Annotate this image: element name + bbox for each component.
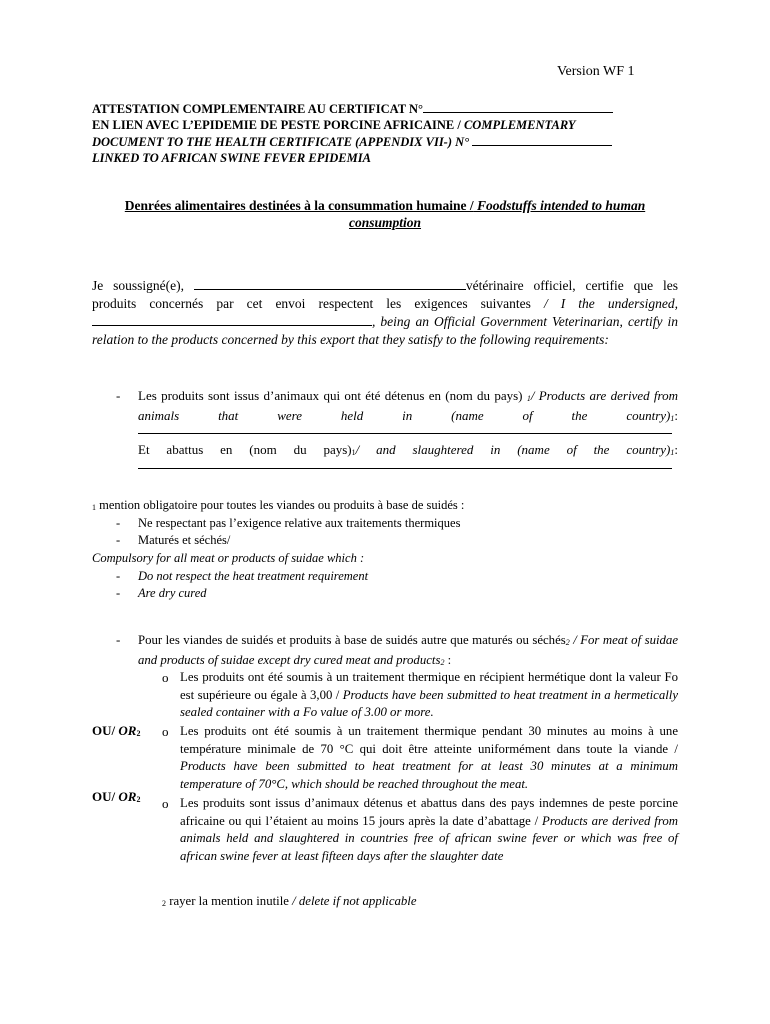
or-label-2 (92, 788, 140, 807)
intro-en-b: , being an Official Government Veterinarian, certify in relation to the products concerned by this export that they satisfy to the following requirements: (92, 314, 678, 347)
footnote1-item-fr-2: Maturés et séchés/ (138, 533, 231, 547)
footnote1-dash-4: - (116, 586, 121, 600)
option2-bullet: o (162, 724, 169, 739)
footnote1-item-fr-1: Ne respectant pas l’exigence relative aux traitements thermiques (138, 516, 461, 530)
req1-line2-fr: Et abattus en (nom du pays) (138, 442, 352, 457)
option1-en: Products have been submitted to heat treatment in a hermetically sealed container with a Fo value of 3.00 or more. (180, 687, 679, 719)
document-heading (92, 100, 692, 166)
footnote1-dash-2: - (116, 533, 121, 547)
option1-fr: Les produits ont été soumis à un traitement thermique en récipient hermétique dont la valeur Fo est supérieure ou égale à 3,00 / (180, 670, 678, 702)
footnote2-fr: rayer la mention inutile (166, 894, 293, 908)
req2-note-en: 2 (440, 658, 445, 667)
footnote1-dash-3: - (116, 569, 121, 583)
subtitle-fr: Denrées alimentaires destinées à la consummation humaine / (124, 198, 474, 213)
req1-line2-note: 1 (351, 448, 356, 457)
vet-name-blank-en (92, 313, 372, 326)
req1-colon: : (674, 408, 678, 423)
or-label-1-note: 2 (136, 729, 141, 738)
footnote2-en: / delete if not applicable (292, 894, 417, 908)
country-slaughter-blank (138, 468, 672, 469)
appendix-number-blank (472, 133, 612, 146)
intro-paragraph (92, 277, 678, 349)
option3-fr: Les produits sont issus d’animaux détenus et abattus dans des pays indemnes de peste porcine africaine ou qui l’étaient au moins 15 jours après la date d’abattage / (180, 796, 678, 828)
footnote1-item-en-1: Do not respect the heat treatment requirement (138, 569, 369, 583)
req2-colon: : (444, 653, 452, 667)
option1-text (180, 669, 678, 722)
footnote1-title (92, 497, 678, 515)
intro-fr-b: vétérinaire officiel, certifie que les produits concernés par cet envoi respectent les exigences suivantes (92, 278, 679, 311)
heading-line2-fr: EN LIEN AVEC L’EPIDEMIE DE PESTE PORCINE AFRICAINE / (92, 118, 461, 132)
country-held-blank (138, 433, 672, 434)
or-label-1-en: OR (118, 723, 137, 738)
certificate-number-blank (423, 100, 613, 113)
req2-fr: Pour les viandes de suidés et produits à base de suidés autre que maturés ou séchés (138, 633, 566, 647)
req2-text (138, 631, 678, 671)
option3-en: Products are derived from animals held and slaughtered in countries free of african swine fever or which was free of african swine fever at least fifteen days after the slaughter date (180, 813, 678, 863)
footnote1-num: 1 (92, 503, 96, 512)
footnote1-text: mention obligatoire pour toutes les viandes ou produits à base de suidés : (96, 498, 465, 512)
heading-line1: ATTESTATION COMPLEMENTAIRE AU CERTIFICAT N° (92, 102, 423, 116)
version-label: Version WF 1 (557, 64, 635, 79)
footnote2-num: 2 (162, 899, 166, 908)
heading-line2-en: COMPLEMENTARY (460, 118, 576, 132)
footnote2 (162, 893, 417, 911)
req1-line2 (138, 441, 678, 461)
req1-dash: - (116, 388, 121, 403)
option3-text (180, 795, 678, 865)
intro-fr-a: Je soussigné(e), (92, 278, 185, 293)
subtitle-en: Foodstuffs intended to human consumption (348, 198, 646, 230)
option2-en: Products have been submitted to heat treatment for at least 30 minutes at a minimum temperature of 70°C, which should be reached throughout the meat. (180, 759, 678, 791)
vet-name-blank-fr (194, 277, 466, 290)
intro-en-a: / I the undersigned, (543, 296, 678, 311)
option2-text (180, 723, 678, 793)
heading-line3: DOCUMENT TO THE HEALTH CERTIFICATE (APPENDIX VII-) N° (92, 135, 470, 149)
heading-line4: LINKED TO AFRICAN SWINE FEVER EPIDEMIA (92, 151, 371, 165)
req1-text (138, 387, 678, 427)
or-label-2-fr: OU/ (92, 789, 119, 804)
req2-dash: - (116, 632, 121, 647)
or-label-1-fr: OU/ (92, 723, 119, 738)
req1-line2-en: / and slaughtered in (name of the country) (355, 442, 671, 457)
req2-note: 2 (565, 638, 570, 647)
or-label-2-note: 2 (136, 795, 141, 804)
or-label-2-en: OR (118, 789, 137, 804)
option2-fr: Les produits ont été soumis à un traitement thermique pendant 30 minutes au moins à une température minimale de 70 °C qui doit être atteinte uniformément dans toute la viande / (180, 724, 678, 756)
req1-note: 1 (526, 394, 531, 403)
req2-en: / For meat of suidae and products of suidae except dry cured meat and products (138, 633, 678, 667)
document-subtitle (92, 197, 678, 231)
footnote1-en-title: Compulsory for all meat or products of suidae which : (92, 551, 365, 565)
footnote1-dash-1: - (116, 516, 121, 530)
req1-line2-colon: : (674, 442, 678, 457)
or-label-1 (92, 722, 140, 741)
option3-bullet: o (162, 796, 169, 811)
req1-note-en: 1 (670, 414, 675, 423)
req1-en: / Products are derived from animals that were held in (name of the country) (138, 388, 678, 423)
req1-fr: Les produits sont issus d’animaux qui ont été détenus en (nom du pays) (138, 388, 527, 403)
option1-bullet: o (162, 670, 169, 685)
footnote1-item-en-2: Are dry cured (138, 586, 207, 600)
req1-line2-note-en: 1 (670, 448, 675, 457)
